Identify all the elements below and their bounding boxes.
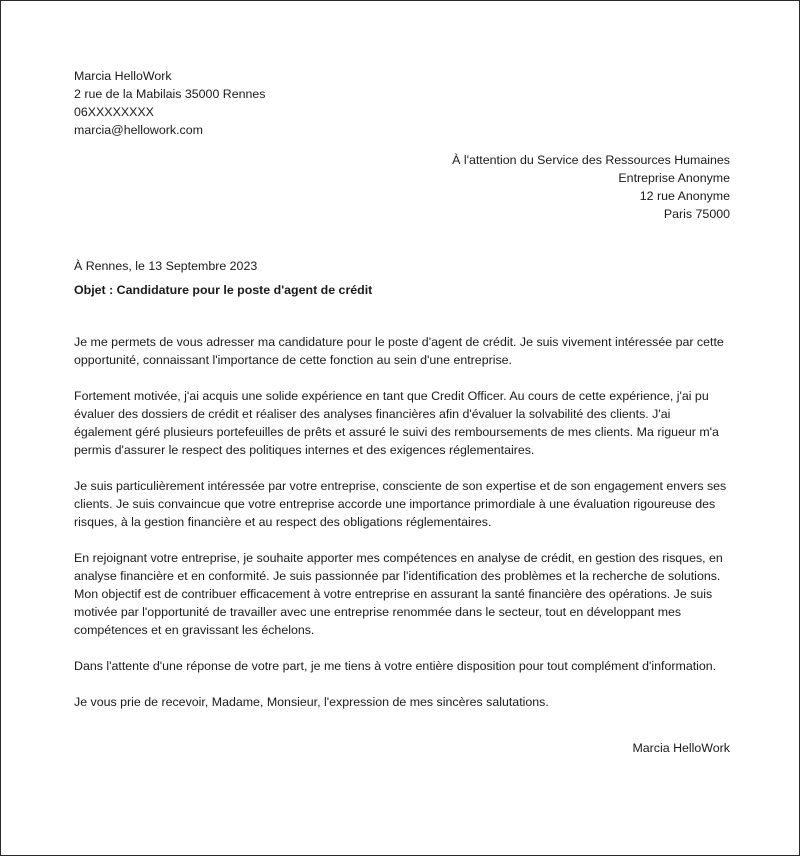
body-paragraph: En rejoignant votre entreprise, je souhaite apporter mes compétences en analyse de crédit, en gestion des risques, en analyse financière et en conformité. Je suis passionnée par l'identification des problèmes et la recherche de solutions. Mon objectif est de contribuer efficacement à votre entreprise en assurant la santé financière des opérations. Je suis motivée par l'opportunité de travailler avec une entreprise renommée dans le secteur, tout en développant mes compétences et en gravissant les échelons. [74,551,723,637]
recipient-street: 12 rue Anonyme [639,189,730,203]
body-paragraph: Je me permets de vous adresser ma candidature pour le poste d'agent de crédit. Je suis vivement intéressée par cette opportunité, connaissant l'importance de cette fonction au sein d'une entreprise. [74,335,724,367]
recipient-company: Entreprise Anonyme [618,171,730,185]
sender-phone: 06XXXXXXXX [74,105,154,119]
sender-email: marcia@hellowork.com [74,123,203,137]
letter-content [74,67,730,757]
signature: Marcia HelloWork [632,741,730,755]
sender-address: 2 rue de la Mabilais 35000 Rennes [74,87,266,101]
recipient-attention: À l'attention du Service des Ressources Humaines [452,153,730,167]
letter-body [74,333,730,711]
body-paragraph: Dans l'attente d'une réponse de votre part, je me tiens à votre entière disposition pour tout complément d'information. [74,659,717,673]
sender-block [74,67,730,139]
sender-name: Marcia HelloWork [74,69,172,83]
subject-line: Objet : Candidature pour le poste d'agent de crédit [74,283,373,297]
recipient-city: Paris 75000 [663,207,730,221]
body-paragraph: Je suis particulièrement intéressée par votre entreprise, consciente de son expertise et de son engagement envers ses clients. Je suis convaincue que votre entreprise accorde une importance primordiale à une évaluation rigoureuse des risques, à la gestion financière et au respect des obligations réglementaires. [74,479,727,529]
recipient-block [74,151,730,223]
date-line: À Rennes, le 13 Septembre 2023 [74,259,258,273]
body-paragraph: Fortement motivée, j'ai acquis une solide expérience en tant que Credit Officer. Au cours de cette expérience, j'ai pu évaluer des dossiers de crédit et réaliser des analyses financières afin d'évaluer la solvabilité des clients. J'ai également géré plusieurs portefeuilles de prêts et assuré le suivi des remboursements de mes clients. Ma rigueur m'a permis d'assurer le respect des politiques internes et des exigences réglementaires. [74,389,719,457]
closing-paragraph: Je vous prie de recevoir, Madame, Monsieur, l'expression de mes sincères salutations. [74,695,549,709]
